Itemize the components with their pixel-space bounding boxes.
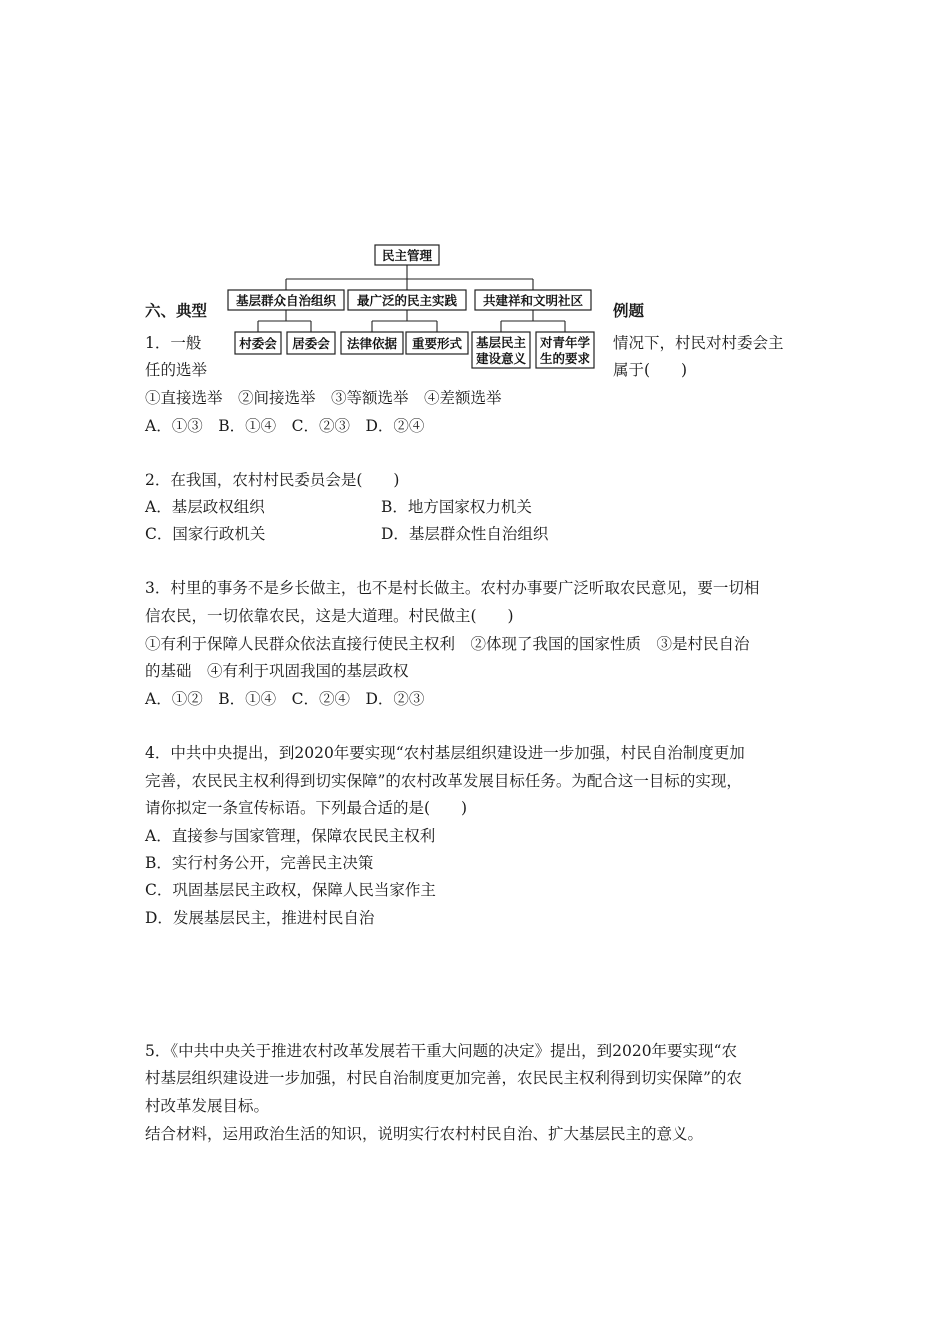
diagram-node-label: 基层民主 [475, 335, 527, 350]
diagram-node-resident-committee [287, 332, 335, 354]
q4-option-c: C．巩固基层民主政权，保障人民当家作主 [145, 881, 436, 899]
diagram-node-label: 建设意义 [475, 351, 527, 366]
diagram-node-label: 村委会 [239, 336, 277, 351]
q5-stem-line-1: 5．《中共中央关于推进农村改革发展若干重大问题的决定》提出，到2020年要实现“农 [145, 1042, 737, 1060]
diagram-node-democratic-practice [348, 290, 466, 310]
q4-option-a: A．直接参与国家管理，保障农民民主权利 [145, 827, 436, 845]
q1-stem-left-2: 任的选举 [145, 361, 208, 379]
diagram-node-label: 对青年学 [539, 335, 591, 350]
q2-option-d: D．基层群众性自治组织 [381, 525, 549, 543]
q4-stem-line-1: 4．中共中央提出，到2020年要实现“农村基层组织建设进一步加强，村民自治制度更加 [145, 744, 745, 762]
q4-stem-line-2: 完善，农民民主权利得到切实保障”的农村改革发展目标任务。为配合这一目标的实现， [145, 772, 742, 790]
q3-items-line-2: 的基础 ④有利于巩固我国的基层政权 [145, 662, 409, 680]
q1-options: A．①③ B．①④ C．②③ D．②④ [145, 417, 425, 435]
q3-items-line-1: ①有利于保障人民群众依法直接行使民主权利 ②体现了我国的国家性质 ③是村民自治 [145, 635, 750, 653]
concept-diagram [0, 0, 950, 380]
q2-option-c: C．国家行政机关 [145, 525, 266, 543]
q1-stem-right-2: 属于( ) [613, 361, 688, 379]
diagram-node-civilized-community [475, 290, 591, 310]
diagram-node-legal-basis [341, 332, 403, 354]
diagram-node-important-form [406, 332, 468, 354]
diagram-node-village-committee [235, 332, 281, 354]
diagram-node-democracy-significance [472, 332, 530, 368]
q5-stem-line-2: 村基层组织建设进一步加强，村民自治制度更加完善，农民民主权利得到切实保障”的农 [145, 1069, 742, 1087]
diagram-node-label: 基层群众自治组织 [235, 293, 337, 308]
q2-stem: 2．在我国，农村村民委员会是( ) [145, 471, 400, 489]
q4-option-b: B．实行村务公开，完善民主决策 [145, 854, 374, 872]
q2-option-b: B．地方国家权力机关 [381, 498, 532, 516]
diagram-node-label: 重要形式 [411, 336, 463, 351]
q1-stem-right-1: 情况下，村民对村委会主 [613, 334, 784, 352]
diagram-node-label: 共建祥和文明社区 [482, 293, 584, 308]
diagram-root-label: 民主管理 [381, 248, 433, 263]
diagram-root-node [375, 245, 439, 265]
q1-stem-left-1: 1．一般 [145, 334, 202, 352]
q1-items: ①直接选举 ②间接选举 ③等额选举 ④差额选举 [145, 389, 502, 407]
q3-stem-line-1: 3．村里的事务不是乡长做主，也不是村长做主。农村办事要广泛听取农民意见，要一切相 [145, 579, 760, 597]
q3-options: A．①② B．①④ C．②④ D．②③ [145, 690, 425, 708]
q4-stem-line-3: 请你拟定一条宣传标语。下列最合适的是( ) [145, 799, 468, 817]
diagram-node-label: 生的要求 [539, 351, 591, 366]
diagram-node-label: 法律依据 [346, 336, 398, 351]
section-heading-suffix: 例题 [613, 301, 645, 320]
q5-stem-line-3: 村改革发展目标。 [145, 1097, 270, 1115]
diagram-node-youth-requirement [536, 332, 594, 368]
diagram-node-grassroots-org [228, 290, 344, 310]
diagram-node-label: 最广泛的民主实践 [356, 293, 458, 308]
q3-stem-line-2: 信农民，一切依靠农民，这是大道理。村民做主( ) [145, 607, 514, 625]
q2-option-a: A．基层政权组织 [145, 498, 265, 516]
section-heading-prefix: 六、典型 [145, 301, 208, 320]
diagram-node-label: 居委会 [292, 336, 330, 351]
q4-option-d: D．发展基层民主，推进村民自治 [145, 909, 375, 927]
q5-task: 结合材料，运用政治生活的知识，说明实行农村村民自治、扩大基层民主的意义。 [145, 1125, 704, 1143]
